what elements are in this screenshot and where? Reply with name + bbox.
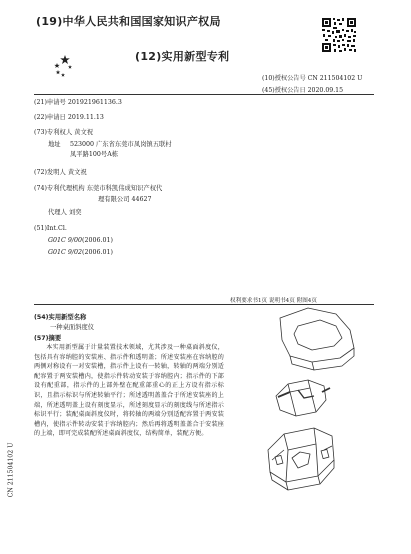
device-drawing	[238, 300, 368, 510]
abstract-label: (57)摘要	[34, 335, 62, 342]
inventor: (72)发明人 黄文祝	[34, 169, 87, 176]
agency: (74)专利代理机构 东莞市科凯伟成知识产权代	[34, 185, 163, 192]
address-line-2: 凤平路100号A栋	[70, 151, 119, 158]
utility-model-title: 一种桌面斜度仪	[50, 324, 95, 331]
patentee: (73)专利权人 黄文祝	[34, 129, 94, 136]
address-label: 地址	[48, 141, 61, 148]
application-date: (22)申请日 2019.11.13	[34, 114, 104, 121]
title-label: (54)实用新型名称	[34, 314, 87, 321]
agency-line-2: 理有限公司 44627	[98, 196, 152, 203]
publication-number: (10)授权公告号 CN 211504102 U	[262, 75, 363, 82]
publication-date: (45)授权公告日 2020.09.15	[262, 87, 344, 94]
ipc-label: (51)Int.Cl.	[34, 225, 67, 232]
side-publication-number: CN 211504102 U	[7, 442, 15, 498]
application-number: (21)申请号 201921961136.3	[34, 99, 122, 106]
ipc-class-2: G01C 9/02(2006.01)	[48, 249, 113, 256]
office-name: (19)中华人民共和国国家知识产权局	[36, 15, 221, 28]
abstract-text: 本实用新型属于计量装置技术领域，尤其涉及一种桌面斜度仪，包括具有容纳腔的安装座、指示件和透明盖；所述安装座在容纳腔的两侧对称设有一对安装槽，指示件上设有一转轴，转轴的两端分别适配容置于两安装槽内，使指示件转动安装于容纳腔内；指示件的下部设有配重部，指示件的上部外壁在配重部重心的正上方设有指示标识，且指示标识与所述转轴平行；所述透明盖盖合于所述安装座的上端，所述透明盖上设有刻度显示，所述刻度显示的刻度线与所述指示标识平行；装配桌面斜度仪时，将转轴的两端分别适配容置于两安装槽内，使指示件转动安装于容纳腔内；然后再将透明盖盖合于安装座的上端，即可完成装配所述桌面斜度仪，结构简单，装配方便。	[34, 344, 224, 438]
document-type: (12)实用新型专利	[135, 50, 230, 63]
office-emblem-icon	[48, 54, 78, 78]
address-line-1: 523000 广东省东莞市凤岗镇五联村	[70, 141, 172, 148]
agent: 代理人 刘奕	[48, 209, 82, 216]
qr-code-icon	[321, 17, 357, 53]
pages-info: 权利要求书1页 说明书4页 附图4页	[230, 298, 317, 304]
header-divider	[34, 94, 374, 95]
ipc-class-1: G01C 9/00(2006.01)	[48, 237, 113, 244]
